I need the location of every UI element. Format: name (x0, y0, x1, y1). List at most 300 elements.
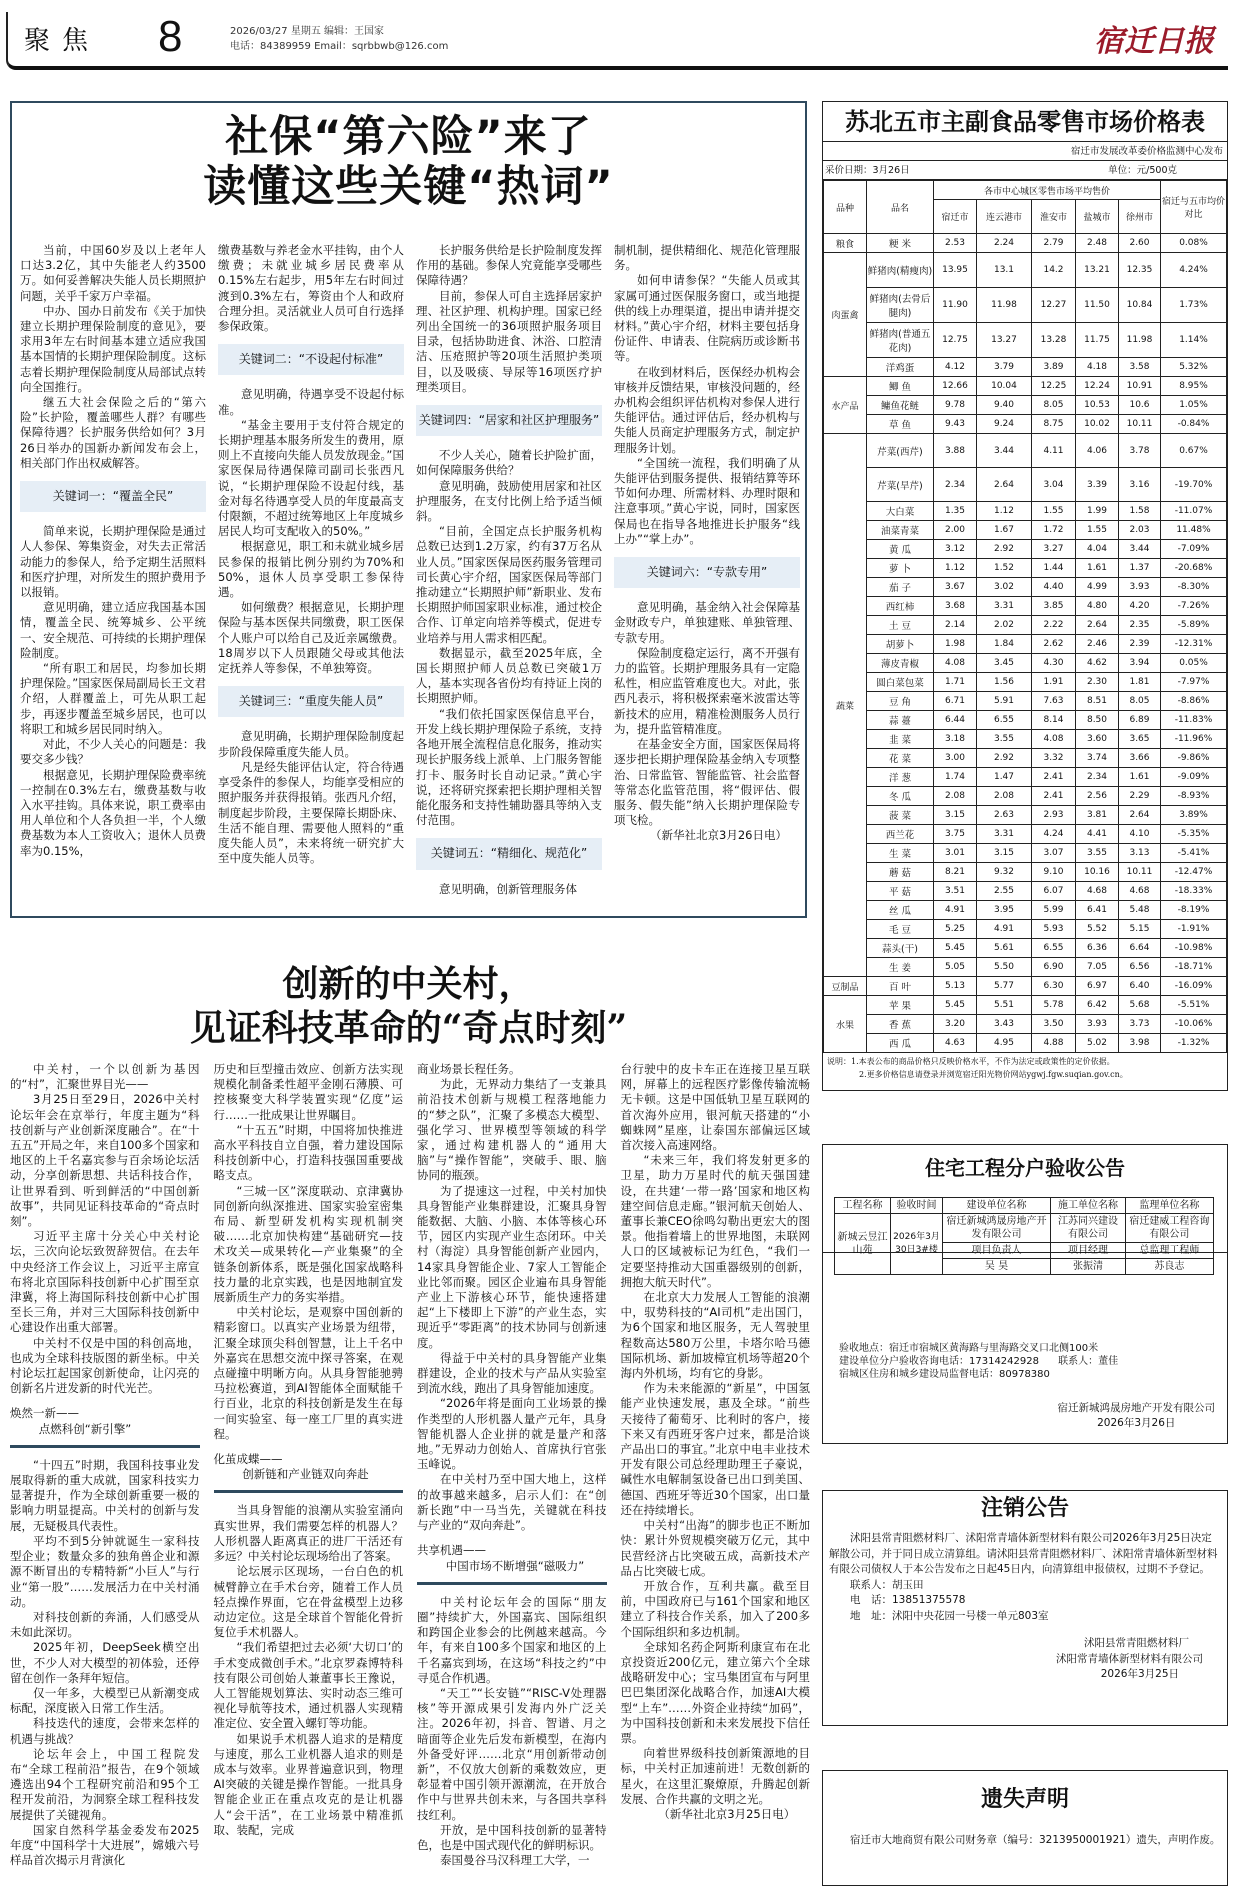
price-cell: 6.64 (1119, 939, 1161, 958)
price-cell: 10.91 (1119, 377, 1161, 396)
header-city: 宿迁市 (934, 200, 977, 234)
acceptance-time: 2026年3月30日3#楼 (891, 1214, 943, 1275)
price-cell: 3.81 (1076, 806, 1119, 825)
role-person: 张振清 (1051, 1259, 1126, 1275)
price-row (824, 901, 1227, 920)
paragraph: 简单来说，长期护理保险是通过人人参保、筹集资金，对失去正常活动能力的参保人，给予定期生活照料和医疗护理，对所发生的照护费用予以报销。 (20, 524, 206, 600)
category-cell: 水产品 (824, 377, 867, 434)
price-cell: 3.50 (1032, 1015, 1076, 1034)
price-cell: 3.78 (1119, 434, 1161, 468)
price-cell: 9.10 (1032, 863, 1076, 882)
price-cell: 2.41 (1032, 787, 1076, 806)
price-cell: 2.14 (934, 616, 977, 635)
notice-title: 注销公告 (980, 1495, 1069, 1521)
price-cell: 3.51 (934, 882, 977, 901)
header-city: 盐城市 (1076, 200, 1119, 234)
price-cell: 5.05 (934, 958, 977, 977)
price-cell: 6.56 (1119, 958, 1161, 977)
price-cell: 13.1 (977, 253, 1032, 288)
price-cell: 5.15 (1119, 920, 1161, 939)
supervision-phone: 宿城区住房和城乡建设局监督电话：80978380 (839, 1369, 1050, 1380)
paragraph: 3月25日至29日，2026中关村论坛年会在京举行，年度主题为“科技创新与产业创新深度融合”。在“十五五”开局之年，来自100多个国家和地区的上千名嘉宾参与百余场论坛活动，分享创新思想、共话科技合作，让世界看到、听到鲜活的“中国创新故事”，共同见证科技革命的“奇点时刻”。 (10, 1092, 200, 1229)
compare-cell: 4.24% (1161, 253, 1227, 288)
item-name-cell: 蒜头(干) (867, 939, 934, 958)
price-cell: 2.92 (977, 749, 1032, 768)
price-cell: 6.44 (934, 711, 977, 730)
date-editor-line: 2026/03/27 星期五 编辑：王国家 (230, 26, 384, 37)
price-cell: 3.01 (934, 844, 977, 863)
item-name-cell: 洋鸡蛋 (867, 358, 934, 377)
paragraph: 意见明确，基金纳入社会保障基金财政专户，单独建账、单独管理、专款专用。 (614, 600, 800, 645)
item-name-cell: 鲜猪肉(去骨后腿肉) (867, 288, 934, 323)
price-table-notes (823, 1053, 1227, 1083)
price-cell: 2.92 (977, 540, 1032, 559)
price-cell: 8.05 (1119, 692, 1161, 711)
price-cell: 2.02 (977, 616, 1032, 635)
paragraph: “全国统一流程，我们明确了从失能评估到服务提供、报销结算等环节如何办理、所需材料、办理时限和注意事项。”黄心宇说，同时，国家医保局也在指导各地推进长护服务“线上办”“掌上办”。 (614, 455, 800, 546)
headline-line-1: 创新的中关村， (282, 963, 535, 1005)
price-cell: 2.48 (1076, 234, 1119, 253)
headline-line-2: 见证科技革命的“奇点时刻” (189, 1007, 628, 1049)
price-row (824, 730, 1227, 749)
price-cell: 2.08 (934, 787, 977, 806)
paragraph: “基金主要用于支付符合规定的长期护理基本服务所发生的费用，原则上不直接向失能人员发放现金。”国家医保局待遇保障司副司长张西凡说，“长期护理保险不设起付线，基金对每名待遇享受人员的年度最高支付限额，不超过统筹地区上年度城乡居民人均可支配收入的50%。” (218, 417, 404, 539)
paragraph: 泰国曼谷马汉科理工大学，一 (440, 1853, 590, 1868)
paragraph: 作为未来能源的“新星”，中国氢能产业快速发展，惠及全球。“前些天接待了葡萄牙、比利时的客户，接下来又有西班牙客户过来，都是洽谈产品出口的事宜。”北京中电丰业技术开发有限公司总经理助理王子豪说，碱性水电解制氢设备已出口到美国、德国、西班牙等近30个国家，出口量还在持续增长。 (620, 1381, 810, 1517)
compare-cell: -10.98% (1161, 939, 1227, 958)
item-name-cell: 芹菜(旱芹) (867, 468, 934, 502)
price-cell: 3.16 (1119, 468, 1161, 502)
price-cell: 9.32 (977, 863, 1032, 882)
price-cell: 3.31 (977, 825, 1032, 844)
paragraph: 全球知名药企阿斯利康宣布在北京投资近200亿元，建立第六个全球战略研发中心；宝马集团宣布与阿里巴巴集团深化战略合作，加速AI大模型“上车”……外资企业持续“加码”，为中国科技创新和未来发展投下信任票。 (620, 1639, 810, 1745)
price-cell: 6.36 (1076, 939, 1119, 958)
paragraph: 为此，无界动力集结了一支兼具前沿技术创新与规模工程落地能力的“梦之队”，汇聚了多模态大模型、强化学习、世界模型等领域的科学家，通过构建机器人的“通用大脑”与“操作智能”，突破手、眼、脑协同的瓶颈。 (417, 1077, 607, 1183)
item-name-cell: 菠 菜 (867, 806, 934, 825)
price-cell: 2.60 (1119, 234, 1161, 253)
paragraph: 保险制度稳定运行，离不开强有力的监管。长期护理服务具有一定隐私性，相应监管难度也大。对此，张西凡表示，将积极探索毫米波雷达等新技术的应用，精准检测服务人员行为，提升监管精准度。 (614, 645, 800, 736)
compare-cell: -10.06% (1161, 1015, 1227, 1034)
price-cell: 4.99 (1076, 578, 1119, 597)
price-row (824, 882, 1227, 901)
price-cell: 11.98 (1119, 323, 1161, 358)
paragraph: 中关村论坛，是观察中国创新的精彩窗口。以真实产业场景为纽带，汇聚全球顶尖科创智慧，让上千名中外嘉宾在思想交流中探寻答案，在观点碰撞中明晰方向。从具身智能驰骋马拉松赛道，到AI智能体全面赋能千行百业，北京的科技创新是发生在每一间实验室、每一座工厂里的真实进程。 (213, 1305, 403, 1441)
compare-cell: 3.89% (1161, 806, 1227, 825)
price-cell: 12.25 (1032, 377, 1076, 396)
price-cell: 5.48 (1119, 901, 1161, 920)
price-cell: 1.84 (977, 635, 1032, 654)
compare-cell: -18.33% (1161, 882, 1227, 901)
item-name-cell: 生 姜 (867, 958, 934, 977)
keyword-heading: 关键词二：“不设起付标准” (218, 344, 404, 375)
price-table-title: 苏北五市主副食品零售市场价格表 (823, 102, 1227, 142)
price-cell: 2.56 (1076, 787, 1119, 806)
compare-cell: -18.71% (1161, 958, 1227, 977)
price-cell: 9.24 (977, 415, 1032, 434)
paragraph: 当具身智能的浪潮从实验室涌向真实世界，我们需要怎样的机器人？人形机器人距离真正的进厂干活还有多远？中关村论坛现场给出了答案。 (213, 1503, 403, 1564)
category-cell: 蔬菜 (824, 434, 867, 977)
paragraph: 论坛展示区现场，一台白色的机械臂静立在手术台旁，随着工作人员轻点操作界面，它在骨盆模型上边移动边定位。这是全球首个智能化骨折复位手术机器人。 (213, 1564, 403, 1640)
price-cell: 3.55 (977, 730, 1032, 749)
price-cell: 3.60 (1076, 730, 1119, 749)
price-cell: 6.42 (1076, 996, 1119, 1015)
price-cell: 3.44 (977, 434, 1032, 468)
item-name-cell: 萝 卜 (867, 559, 934, 578)
price-cell: 5.99 (1032, 901, 1076, 920)
price-cell: 1.55 (1032, 502, 1076, 521)
price-cell: 11.50 (1076, 288, 1119, 323)
price-row (824, 673, 1227, 692)
article-column (416, 243, 602, 897)
price-cell: 3.20 (934, 1015, 977, 1034)
paragraph: 论坛年会上，中国工程院发布“全球工程前沿”报告，在9个领域遴选出94个工程研究前沿和95个工程开发前沿，为洞察全球工程科技发展提供了关键视角。 (10, 1746, 200, 1822)
divider (214, 1490, 404, 1493)
dateline: （新华社北京3月26日电） (650, 828, 787, 843)
price-row (824, 434, 1227, 468)
item-name-cell: 鲜猪肉(普通五花肉) (867, 323, 934, 358)
header-cell: 施工单位名称 (1051, 1198, 1126, 1214)
price-row (824, 825, 1227, 844)
paragraph: 意见明确，鼓励使用居家和社区护理服务，在支付比例上给予适当倾斜。 (416, 478, 602, 524)
item-name-cell: 油菜青菜 (867, 521, 934, 540)
price-cell: 3.15 (934, 806, 977, 825)
price-cell: 12.24 (1076, 377, 1119, 396)
price-cell: 13.28 (1032, 323, 1076, 358)
price-cell: 2.24 (977, 234, 1032, 253)
price-cell: 5.50 (977, 958, 1032, 977)
price-cell: 2.39 (1119, 635, 1161, 654)
section-name: 聚焦 (24, 26, 101, 56)
price-cell: 2.64 (1076, 616, 1119, 635)
keyword-heading: 关键词四：“居家和社区护理服务” (416, 405, 602, 436)
price-cell: 2.34 (934, 468, 977, 502)
price-cell: 2.34 (1076, 768, 1119, 787)
price-cell: 6.55 (1032, 939, 1076, 958)
price-cell: 1.98 (934, 635, 977, 654)
item-name-cell: 茄 子 (867, 578, 934, 597)
price-cell: 10.11 (1119, 415, 1161, 434)
price-row (824, 288, 1227, 323)
price-cell: 3.74 (1076, 749, 1119, 768)
item-name-cell: 丝 瓜 (867, 901, 934, 920)
price-cell: 3.68 (934, 597, 977, 616)
article-column (417, 1062, 607, 1868)
paragraph: 制机制，提供精细化、规范化管理服务。 (614, 243, 800, 273)
price-cell: 3.18 (934, 730, 977, 749)
price-row (824, 1034, 1227, 1053)
price-cell: 1.81 (1119, 673, 1161, 692)
paragraph: “所有职工和居民，均参加长期护理保险。”国家医保局副局长王文君介绍，人群覆盖上，可先从职工起步，再逐步覆盖至城乡居民，也可以将职工和城乡居民同时纳入。 (20, 661, 206, 736)
price-cell: 10.04 (977, 377, 1032, 396)
price-cell: 6.07 (1032, 882, 1076, 901)
price-cell: 1.67 (977, 521, 1032, 540)
compare-cell: -8.19% (1161, 901, 1227, 920)
article-column (218, 243, 404, 897)
price-cell: 2.41 (1032, 768, 1076, 787)
article-zgc-body (10, 1062, 810, 1868)
paragraph: 根据意见，职工和未就业城乡居民参保的报销比例分别约为70%和50%，退休人员享受职工参保待遇。 (218, 539, 404, 600)
paragraph: 缴费基数与养老金水平挂钩，由个人缴费；未就业城乡居民费率从0.15%左右起步，用5年左右时间过渡到0.3%左右，筹资由个人和政府合理分担。灵活就业人员可自行选择参保政策。 (218, 243, 404, 334)
price-cell: 4.68 (1119, 882, 1161, 901)
price-cell: 1.91 (1032, 673, 1076, 692)
paragraph: 如果说手术机器人追求的是精度与速度，那么工业机器人追求的则是成本与效率。业界普遍意识到，物理AI突破的关键是操作智能。一批具身智能企业正在重点攻克的是让机器人“会干活”，在工业场景中精准抓取、装配，完成 (213, 1731, 403, 1837)
price-cell: 3.93 (1119, 578, 1161, 597)
price-cell: 3.65 (1119, 730, 1161, 749)
contact-person: 联系人：胡玉田 (850, 1578, 924, 1591)
price-cell: 4.88 (1032, 1034, 1076, 1053)
price-row (824, 863, 1227, 882)
price-cell: 3.39 (1076, 468, 1119, 502)
paragraph: “未来三年，我们将发射更多的卫星，助力万星时代的航天强国建设，在共建‘一带一路’国家和地区构建空间信息走廊。”银河航天创始人、董事长兼CEO徐鸣勾勒出更宏大的图景。他指着墙上的世界地图，未联网人口的区域被标记为红色，“我们一定要坚持推动大国重器级别的创新，拥抱大航天时代”。 (620, 1153, 810, 1289)
article-column (20, 243, 206, 897)
price-cell: 3.31 (977, 597, 1032, 616)
price-cell: 7.63 (1032, 692, 1076, 711)
price-cell: 8.21 (934, 863, 977, 882)
price-cell: 13.95 (934, 253, 977, 288)
contact-person: 联系人：董佳 (1058, 1356, 1119, 1367)
price-cell: 2.00 (934, 521, 977, 540)
price-cell: 8.75 (1032, 415, 1076, 434)
price-cell: 1.56 (977, 673, 1032, 692)
price-cell: 8.05 (1032, 396, 1076, 415)
price-cell: 2.53 (934, 234, 977, 253)
price-cell: 3.93 (1076, 1015, 1119, 1034)
compare-cell: -11.83% (1161, 711, 1227, 730)
price-cell: 1.61 (1076, 559, 1119, 578)
paragraph: 中关村“出海”的脚步也正不断加快：累计外贸规模突破万亿元，其中民营经济占比突破五成，高新技术产品占比突破七成。 (620, 1518, 810, 1578)
price-cell: 4.95 (977, 1034, 1032, 1053)
price-cell: 3.00 (934, 749, 977, 768)
compare-cell: -16.09% (1161, 977, 1227, 996)
paragraph: 中办、国办日前发布《关于加快建立长期护理保险制度的意见》，要求用3年左右时间基本建立适应我国基本国情的长期护理保险制度。这标志着长期护理保险制度从局部试点转向全国推行。 (20, 303, 206, 394)
price-cell: 3.73 (1119, 1015, 1161, 1034)
price-cell: 1.74 (934, 768, 977, 787)
paragraph: 在基金安全方面，国家医保局将逐步把长期护理保险基金纳入专项整治、日常监管、智能监管、社会监督等常态化监管范围，将“假评估、假服务、假失能”纳入长期护理保险专项飞检。 (614, 737, 800, 828)
price-cell: 11.90 (934, 288, 977, 323)
item-name-cell: 黄 瓜 (867, 540, 934, 559)
price-cell: 4.91 (934, 901, 977, 920)
newspaper-logo: 宿迁日报 (1094, 24, 1214, 59)
cancellation-notice (822, 1490, 1228, 1726)
item-name-cell: 香 蕉 (867, 1015, 934, 1034)
paragraph: 在北京大力发展人工智能的浪潮中，驭势科技的“AI司机”走出国门，为6个国家和地区服务，无人驾驶里程数高达580万公里，卡塔尔哈马德国际机场、新加坡樟宜机场等超20个海内外机场，均有它的身影。 (620, 1290, 810, 1381)
paragraph: 凡是经失能评估认定，符合待遇享受条件的参保人，均能享受相应的照护服务并获得报销。张西凡介绍，制度起步阶段，主要保障长期卧床、生活不能自理、需要他人照料的“重度失能人员”，未来将统一研究扩大至中度失能人员等。 (218, 759, 404, 866)
dateline: （新华社北京3月25日电） (658, 1806, 796, 1821)
inquiry-phone: 建设单位分户验收咨询电话：17314242928 (839, 1356, 1039, 1367)
price-cell: 3.85 (1032, 597, 1076, 616)
header-cell: 验收时间 (891, 1198, 943, 1214)
price-cell: 1.37 (1119, 559, 1161, 578)
price-cell: 2.30 (1076, 673, 1119, 692)
item-name-cell: 豆 角 (867, 692, 934, 711)
subheading-line-2: 中国市场不断增强“磁吸力” (445, 1558, 585, 1573)
price-cell: 3.44 (1119, 540, 1161, 559)
compare-cell: -8.30% (1161, 578, 1227, 597)
price-row (824, 396, 1227, 415)
compare-cell: -0.84% (1161, 415, 1227, 434)
compare-cell: -5.51% (1161, 996, 1227, 1015)
price-cell: 8.50 (1076, 711, 1119, 730)
article-column (621, 1062, 811, 1868)
price-cell: 2.63 (977, 806, 1032, 825)
supervisor-name: 宿迁建威工程咨询有限公司 (1125, 1214, 1213, 1243)
price-cell: 5.13 (934, 977, 977, 996)
article-column (614, 243, 800, 897)
price-row (824, 468, 1227, 502)
price-table-body (824, 234, 1227, 1053)
compare-cell: -9.09% (1161, 768, 1227, 787)
compare-cell: -1.32% (1161, 1034, 1227, 1053)
paragraph: 平均不到5分钟就诞生一家科技型企业；数量众多的独角兽企业和源源不断冒出的专精特新“小巨人”与行业“第一股”……发展活力在中关村涌动。 (10, 1533, 200, 1609)
price-row (824, 654, 1227, 673)
compare-cell: -8.86% (1161, 692, 1227, 711)
item-name-cell: 百 叶 (867, 977, 934, 996)
price-cell: 5.77 (977, 977, 1032, 996)
price-cell: 2.62 (1032, 635, 1076, 654)
item-name-cell: 韭 菜 (867, 730, 934, 749)
paragraph: 在中关村乃至中国大地上，这样的故事越来越多，启示人们：在“创新长跑”中一马当先，关键就在科技与产业的“双向奔赴”。 (417, 1472, 607, 1533)
acceptance-signature (1058, 1401, 1216, 1431)
header-cell: 监理单位名称 (1125, 1198, 1213, 1214)
role-label: 项目负责人 (943, 1243, 1051, 1259)
compare-cell: 0.67% (1161, 434, 1227, 468)
paragraph: “三城一区”深度联动、京津冀协同创新向纵深推进、国家实验室密集布局、新型研发机构实现机制突破……北京加快构建“基础研究—技术攻关—成果转化—产业集聚”的全链条创新体系，既是强化国家战略科技力量的北京实践，也是因地制宜发展新质生产力的务实举措。 (213, 1183, 403, 1305)
paragraph: 长护服务供给是长护险制度发挥作用的基础。参保人究竟能享受哪些保障待遇？ (416, 243, 602, 288)
price-cell: 6.41 (1076, 901, 1119, 920)
paragraph: 继五大社会保险之后的“第六险”长护险，覆盖哪些人群？有哪些保障待遇？长护服务供给如何？3月26日举办的国新办新闻发布会上，相关部门作出权威解答。 (20, 395, 206, 470)
price-cell: 10.84 (1119, 288, 1161, 323)
price-row (824, 377, 1227, 396)
item-name-cell: 鲫 鱼 (867, 377, 934, 396)
builder-name: 宿迁新城鸿晟房地产开发有限公司 (943, 1214, 1051, 1243)
price-row (824, 958, 1227, 977)
price-row (824, 977, 1227, 996)
paragraph: “天工”“长安链”“RISC-V处理器核”等开源成果引发海内外广泛关注。2026年初，抖音、智谱、月之暗面等企业先后发布新模型，在海内外备受好评……北京“用创新带动创新”，不仅放大创新的乘数效应，更彰显着中国引领开源潮流，在开放合作中与世界共创未来，与各国共享科技红利。 (417, 1685, 607, 1822)
article-ltci-headline (10, 112, 807, 212)
phone: 电 话：13851375578 (850, 1594, 966, 1606)
price-row (824, 358, 1227, 377)
compare-cell: 1.73% (1161, 288, 1227, 323)
paragraph: 意见明确，长期护理保险制度起步阶段保障重度失能人员。 (218, 729, 404, 759)
price-cell: 4.40 (1032, 578, 1076, 597)
price-cell: 4.08 (934, 654, 977, 673)
article-ltci-body (20, 243, 800, 897)
price-cell: 4.24 (1032, 825, 1076, 844)
price-cell: 2.64 (977, 468, 1032, 502)
price-cell: 12.66 (934, 377, 977, 396)
price-cell: 3.89 (1032, 358, 1076, 377)
role-person: 苏良志 (1125, 1259, 1213, 1275)
headline-line-1: 社保“第六险”来了 (225, 112, 592, 162)
compare-cell: -12.47% (1161, 863, 1227, 882)
paragraph: 台行驶中的皮卡车正在连接卫星互联网，屏幕上的远程医疗影像传输流畅无卡顿。这是中国低轨卫星互联网的首次海外应用，银河航天搭建的“小蜘蛛网”星座，让泰国东部偏远区域首次接入高速网络。 (620, 1062, 810, 1153)
price-cell: 4.41 (1076, 825, 1119, 844)
price-cell: 3.58 (1119, 358, 1161, 377)
compare-cell: -19.70% (1161, 468, 1227, 502)
price-cell: 1.12 (934, 559, 977, 578)
headline-line-2: 读懂这些关键“热词” (203, 162, 614, 212)
price-cell: 6.90 (1032, 958, 1076, 977)
paragraph: 向着世界级科技创新策源地的目标，中关村正加速前进！无数创新的星火，在这里汇聚燎原，升腾起创新发展、合作共赢的文明之光。 (620, 1746, 810, 1806)
page-number: 8 (158, 12, 183, 61)
paragraph: “目前，全国定点长护服务机构总数已达到1.2万家，约有37万名从业人员。”国家医保局医药服务管理司司长黄心宇介绍，国家医保局等部门推动建立“长期照护师”新职业、发布长期照护师国家职业标准，通过校企合作、订单定向培养等模式，促进专业培养与用人需求相匹配。 (416, 524, 602, 645)
acceptance-details (839, 1342, 1118, 1381)
price-cell: 1.71 (934, 673, 977, 692)
paragraph: 意见明确，创新管理服务体 (439, 881, 577, 896)
article-column (214, 1062, 404, 1868)
paragraph: 得益于中关村的具身智能产业集群建设，企业的技术与产品从实验室到流水线，跑出了具身智能加速度。 (417, 1350, 607, 1396)
paragraph: 商业场景长程任务。 (417, 1062, 521, 1076)
price-cell: 11.75 (1076, 323, 1119, 358)
price-cell: 1.61 (1119, 768, 1161, 787)
item-name-cell: 西兰花 (867, 825, 934, 844)
price-cell: 10.11 (1119, 863, 1161, 882)
contact-line: 电话：84389959 Email：sqrbbwb@126.com (230, 41, 449, 52)
price-cell: 1.35 (934, 502, 977, 521)
price-cell: 3.66 (1119, 749, 1161, 768)
price-cell: 1.99 (1076, 502, 1119, 521)
price-cell: 10.02 (1076, 415, 1119, 434)
price-cell: 3.07 (1032, 844, 1076, 863)
item-name-cell: 平 菇 (867, 882, 934, 901)
price-row (824, 749, 1227, 768)
sign-date: 2026年3月26日 (1097, 1417, 1176, 1429)
notice-title: 遗失声明 (980, 1786, 1069, 1812)
role-person: 吴 昊 (943, 1259, 1051, 1275)
compare-cell: 0.05% (1161, 654, 1227, 673)
price-cell: 5.25 (934, 920, 977, 939)
header-group: 各市中心城区零售市场平均售价 (934, 181, 1161, 200)
price-row (824, 1015, 1227, 1034)
notice-title: 住宅工程分户验收公告 (925, 1156, 1125, 1180)
price-cell: 5.91 (977, 692, 1032, 711)
compare-cell: -5.41% (1161, 844, 1227, 863)
subheading-line-2: 点燃科创“新引擎” (38, 1421, 132, 1436)
subheading (10, 1406, 200, 1436)
item-name-cell: 粳 米 (867, 234, 934, 253)
price-cell: 11.98 (977, 288, 1032, 323)
price-cell: 9.78 (934, 396, 977, 415)
price-row (824, 415, 1227, 434)
header-cell: 工程名称 (835, 1198, 891, 1214)
price-cell: 2.22 (1032, 616, 1076, 635)
price-cell: 3.02 (977, 578, 1032, 597)
sign-date: 2026年3月25日 (1100, 1668, 1179, 1680)
price-cell: 3.15 (977, 844, 1032, 863)
price-cell: 5.93 (1032, 920, 1076, 939)
price-cell: 3.75 (934, 825, 977, 844)
item-name-cell: 鳙鱼花鲢 (867, 396, 934, 415)
keyword-heading: 关键词五：“精细化、规范化” (416, 838, 602, 869)
price-cell: 4.68 (1076, 882, 1119, 901)
price-cell: 4.06 (1076, 434, 1119, 468)
paragraph: 目前，参保人可自主选择居家护理、社区护理、机构护理。国家已经列出全国统一的36项照护服务项目目录，包括协助进食、沐浴、口腔清洁、压疮照护等20项生活照护类项目，以及吸痰、导尿等16项医疗护理类项目。 (416, 288, 602, 394)
item-name-cell: 苹 果 (867, 996, 934, 1015)
price-cell: 5.45 (934, 939, 977, 958)
divider (10, 1445, 200, 1448)
paragraph: 中关村，一个以创新为基因的“村”，汇聚世界目光—— (10, 1062, 200, 1092)
paragraph: 中关村不仅是中国的科创高地，也成为全球科技版图的新坐标。中关村论坛扛起国家创新使命，让闪亮的创新名片迸发新的时代光芒。 (10, 1335, 200, 1396)
price-row (824, 806, 1227, 825)
item-name-cell: 毛 豆 (867, 920, 934, 939)
price-cell: 9.43 (934, 415, 977, 434)
role-label: 项目经理 (1051, 1243, 1126, 1259)
paragraph: 仅一年多，大模型已从新潮变成标配，深度嵌入日常工作生活。 (10, 1685, 200, 1716)
signatory: 沭阳县常青阻燃材料厂 (1084, 1637, 1189, 1649)
compare-cell: -9.86% (1161, 749, 1227, 768)
paragraph: 开放合作，互利共赢。截至目前，中国政府已与161个国家和地区建立了科技合作关系，加入了200多个国际组织和多边机制。 (620, 1578, 810, 1639)
location: 验收地点：宿迁市宿城区黄海路与里海路交叉口北侧100米 (839, 1343, 1099, 1354)
